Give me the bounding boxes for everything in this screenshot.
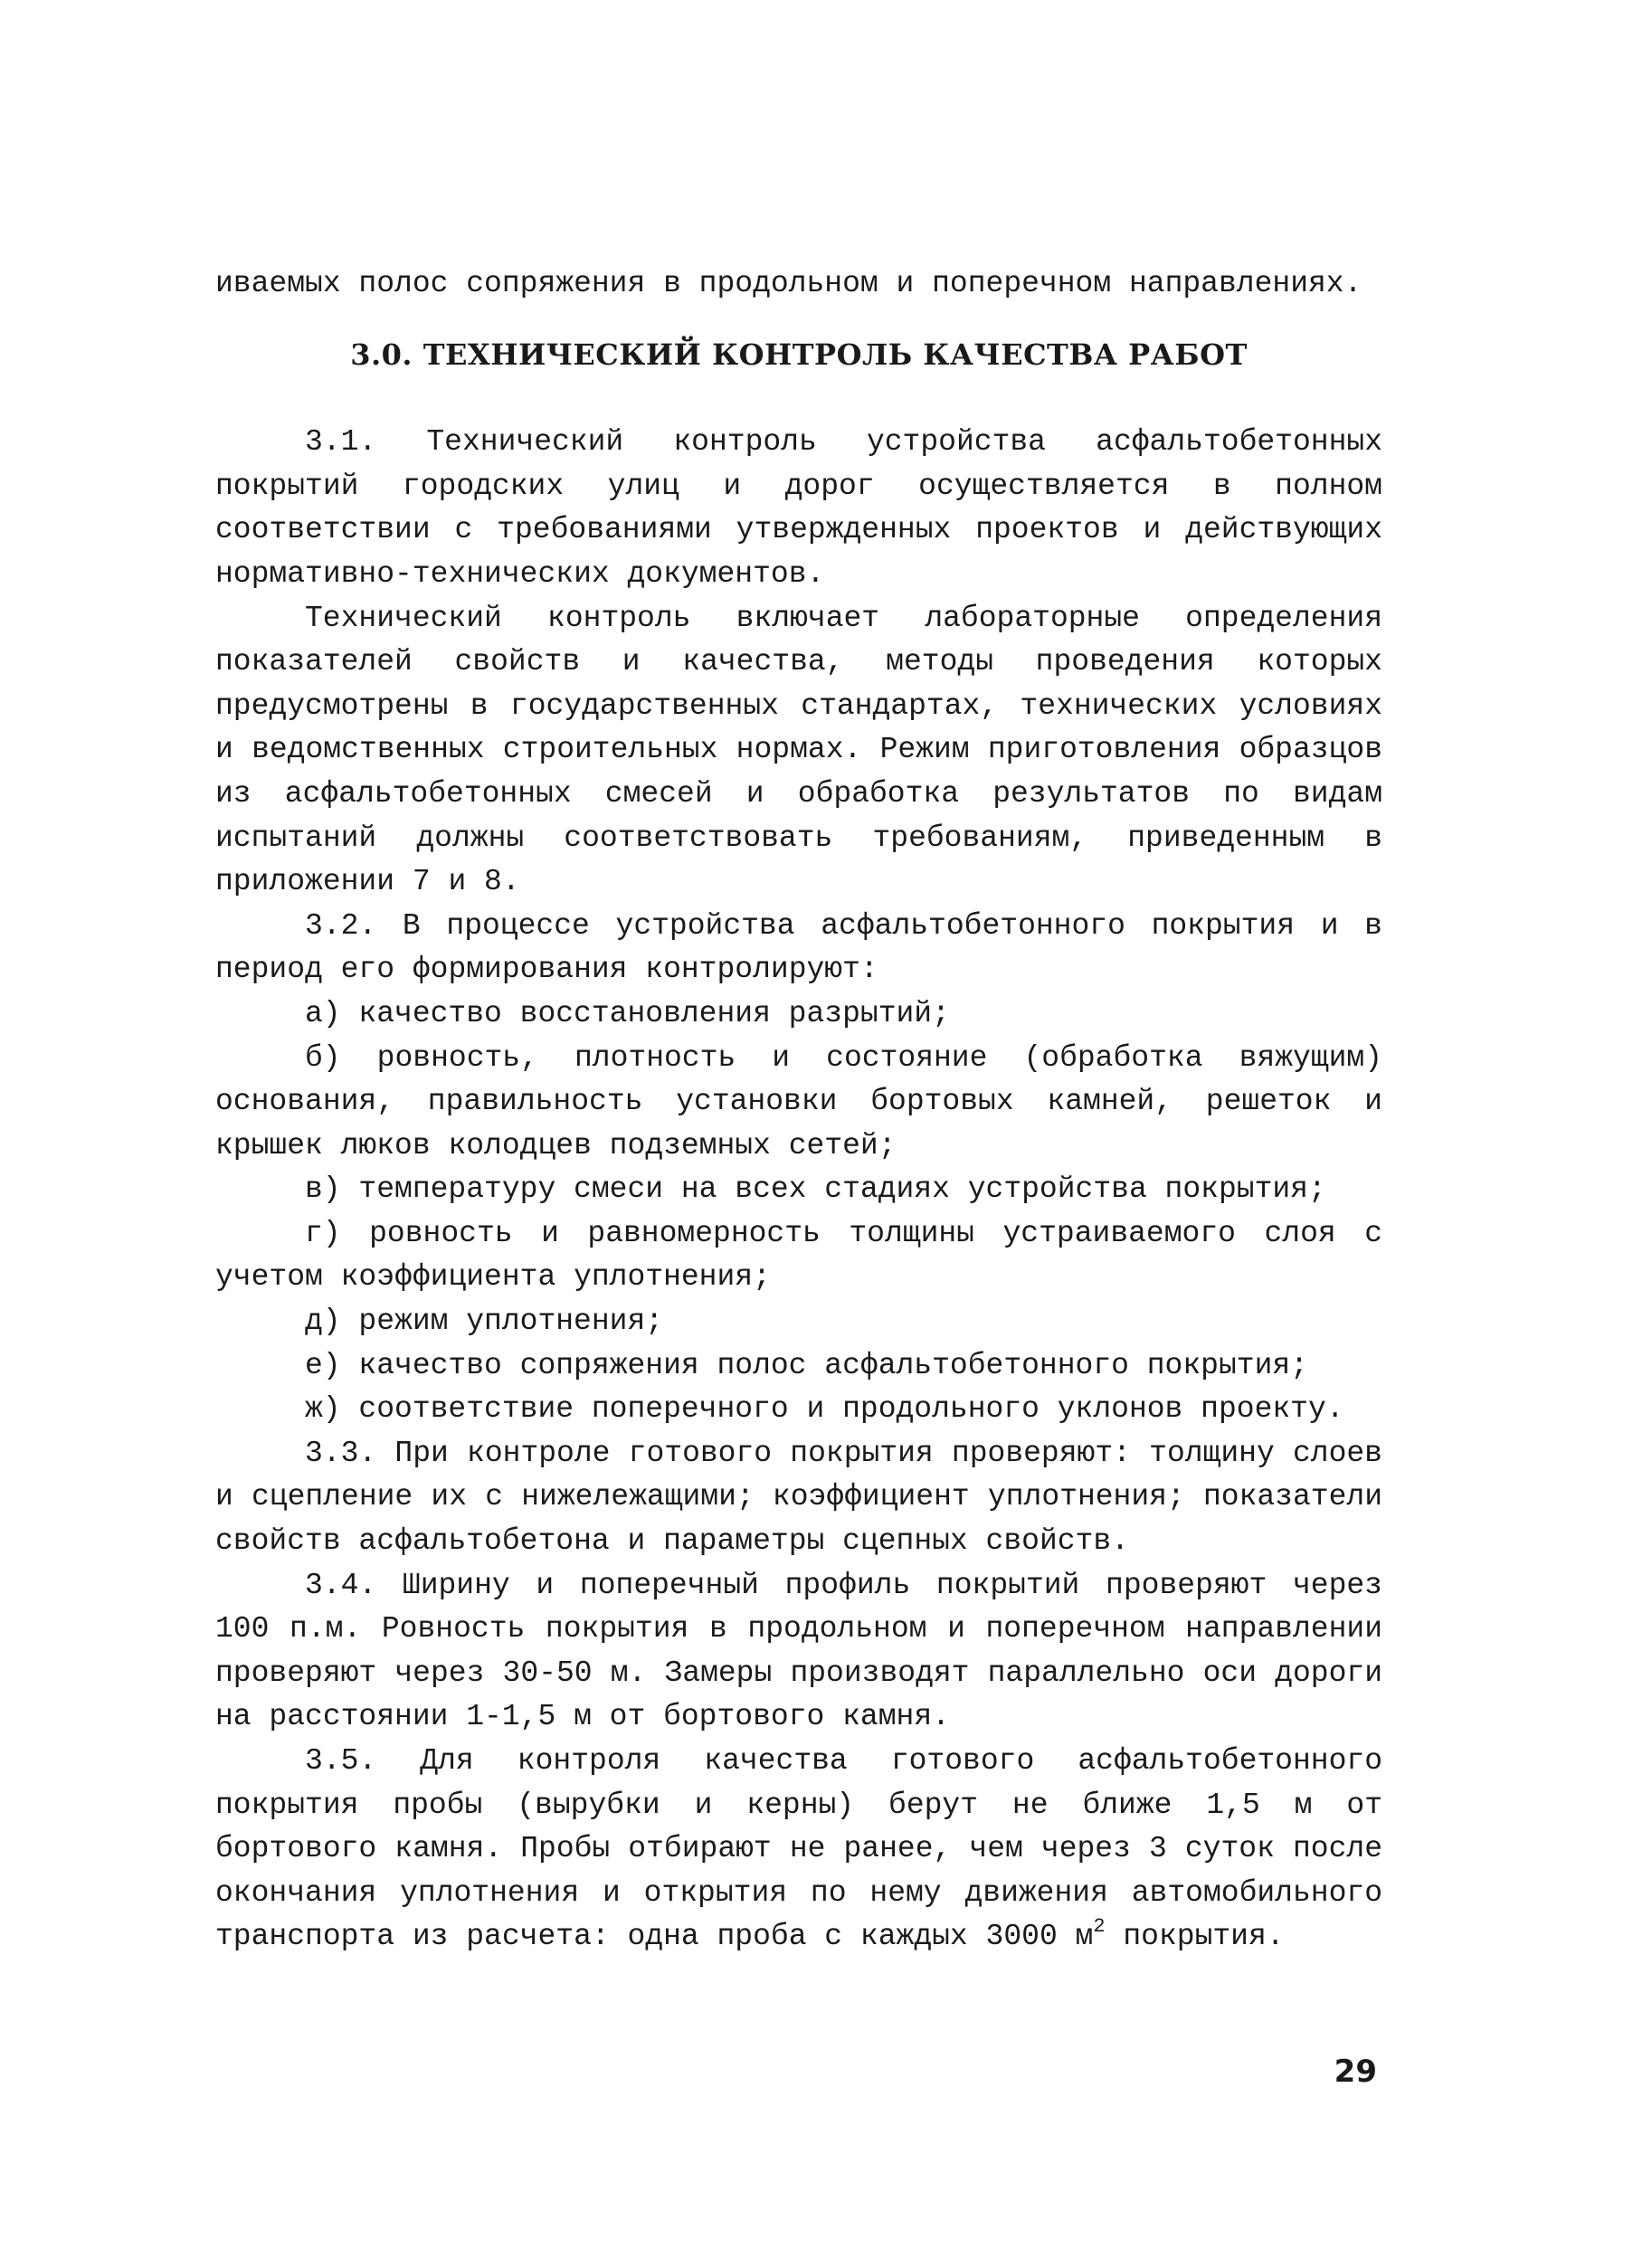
superscript-squared: 2 <box>1093 1915 1106 1939</box>
page-number: 29 <box>1334 2054 1377 2090</box>
list-item-b: б) ровность, плотность и состояние (обработка вяжущим) основания, правильность установки бортовых камней, решеток и крышек люков колодцев подземных сетей; <box>215 1040 1382 1162</box>
spacer <box>215 376 1382 421</box>
list-item-g: г) ровность и равномерность толщины устраиваемого слоя с учетом коэффициента уплотнения; <box>215 1216 1382 1295</box>
paragraph-3-5-text: 3.5. Для контроля качества готового асфальтобетонного покрытия пробы (вырубки и керны) берут не ближе 1,5 м от бортового камня. Пробы отбирают не ранее, чем через 3 суток после окончания уплотнения и открытия по нему движения автомобильного транспорта из расчета: одна проба с каждых 3000 м <box>215 1744 1382 1954</box>
continuation-line: иваемых полос сопряжения в продольном и поперечном направлениях. <box>215 267 1362 300</box>
list-item-a: а) качество восстановления разрытий; <box>305 996 950 1030</box>
section-heading: 3.0. ТЕХНИЧЕСКИЙ КОНТРОЛЬ КАЧЕСТВА РАБОТ <box>350 337 1248 372</box>
paragraph-3-5-tail: покрытия. <box>1105 1920 1285 1954</box>
paragraph-3-5 <box>215 1740 1382 1960</box>
list-item-zh: ж) соответствие поперечного и продольного уклонов проекту. <box>305 1392 1344 1427</box>
page-body <box>215 262 1382 1960</box>
paragraph-3-2: 3.2. В процессе устройства асфальтобетонного покрытия и в период его формирования контролируют: <box>215 908 1382 987</box>
paragraph-3-3: 3.3. При контроле готового покрытия проверяют: толщину слоев и сцепление их с нижележащими; коэффициент уплотнения; показатели свойств асфальтобетона и параметры сцепных свойств. <box>215 1436 1382 1559</box>
paragraph-technical-control: Технический контроль включает лабораторные определения показателей свойств и качества, методы проведения которых предусмотрены в государственных стандартах, технических условиях и ведомственных строительных нормах. Режим приготовления образцов из асфальтобетонных смесей и обработка результатов по видам испытаний должны соответствовать требованиям, приведенным в приложении 7 и 8. <box>215 601 1382 899</box>
spacer <box>215 307 1382 333</box>
list-item-e: е) качество сопряжения полос асфальтобетонного покрытия; <box>305 1348 1308 1382</box>
list-item-d: д) режим уплотнения; <box>305 1305 664 1339</box>
list-item-v: в) температуру смеси на всех стадиях устройства покрытия; <box>305 1172 1326 1207</box>
paragraph-3-1: 3.1. Технический контроль устройства асфальтобетонных покрытий городских улиц и дорог осуществляется в полном соответствии с требованиями утвержденных проектов и действующих нормативно-технических документов. <box>215 425 1382 591</box>
paragraph-3-4: 3.4. Ширину и поперечный профиль покрытий проверяют через 100 п.м. Ровность покрытия в продольном и поперечном направлении проверяют через 30-50 м. Замеры производят параллельно оси дороги на расстоянии 1-1,5 м от бортового камня. <box>215 1568 1382 1734</box>
